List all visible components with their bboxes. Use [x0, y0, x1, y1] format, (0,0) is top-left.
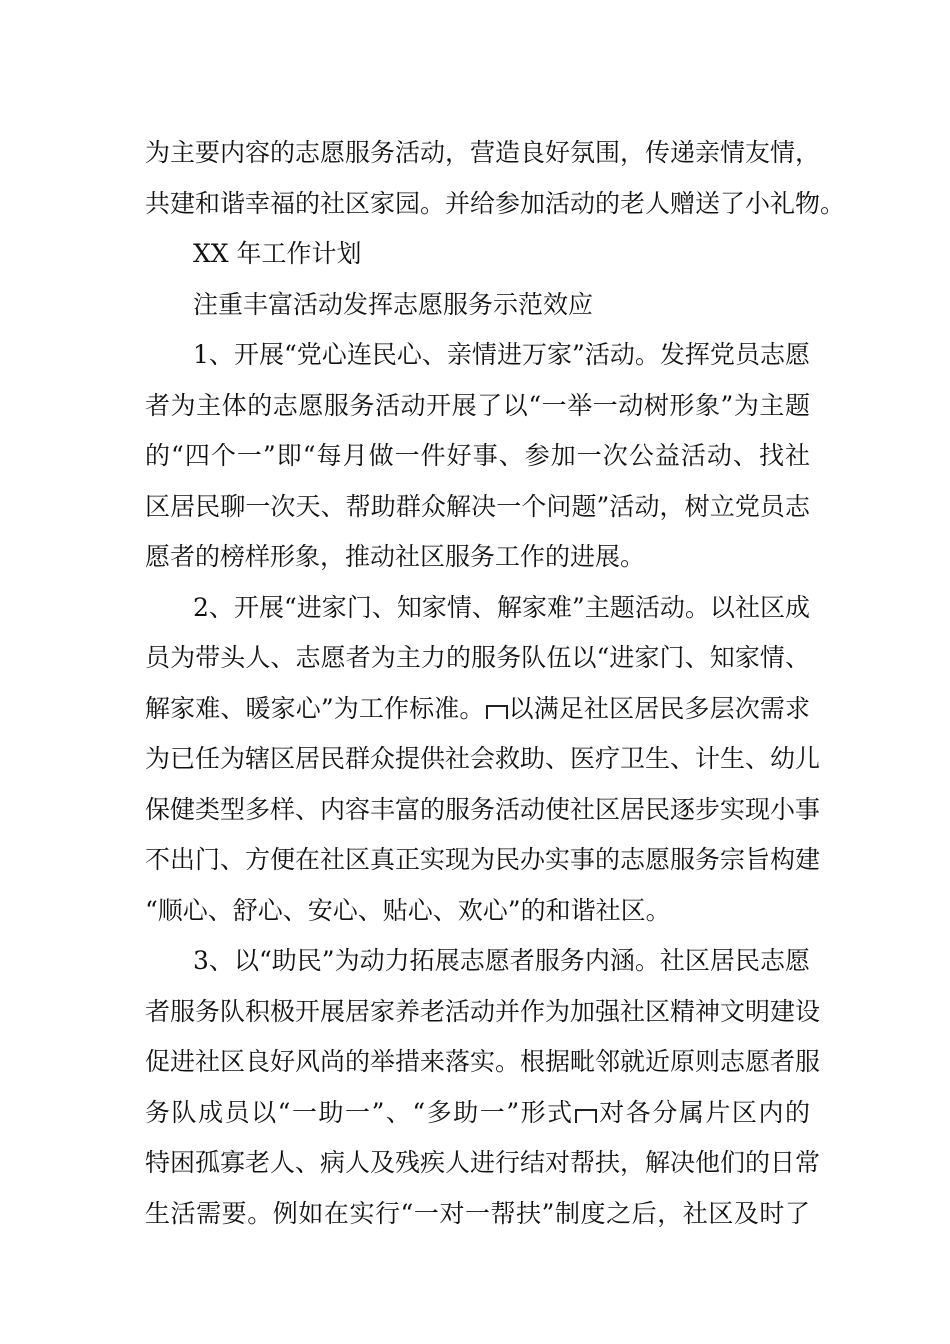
text-line: 共建和谐幸福的社区家园。并给参加活动的老人赠送了小礼物。: [145, 188, 846, 218]
text-line: 3、以“助民”为动力拓展志愿者服务内涵。社区居民志愿: [193, 946, 810, 975]
list-item-1: [145, 330, 810, 583]
text-segment: 对各分属片区内的: [597, 1097, 810, 1127]
list-item-2: [145, 583, 821, 937]
text-segment: 解家难、暖家心”为工作标准。: [145, 693, 485, 723]
list-item-3: [145, 936, 821, 1239]
text-line: 不出门、方便在社区真正实现为民办实事的志愿服务宗旨构建: [145, 845, 821, 874]
text-line: 2、开展“进家门、知家情、解家难”主题活动。以社区成: [193, 592, 810, 622]
text-segment: 以满足社区居民多层次需求: [508, 693, 810, 723]
text-line: 者为主体的志愿服务活动开展了以“一举一动树形象”为主题: [145, 390, 810, 420]
text-line: “顺心、舒心、安心、贴心、欢心”的和谐社区。: [145, 895, 671, 925]
text-line: 的“四个一”即“每月做一件好事、参加一次公益活动、找社: [145, 441, 810, 470]
text-line: 者服务队积极开展居家养老活动并作为加强社区精神文明建设: [145, 996, 821, 1026]
text-line: 保健类型多样、内容丰富的服务活动使社区居民逐步实现小事: [145, 794, 821, 824]
text-line: 为已任为辖区居民群众提供社会救助、医疗卫生、计生、幼儿: [145, 744, 821, 773]
text-line: 为主要内容的志愿服务活动，营造良好氛围，传递亲情友情，: [145, 138, 821, 167]
text-line: 特困孤寡老人、病人及残疾人进行结对帮扶，解决他们的日常: [145, 1148, 821, 1177]
text-line: 愿者的榜样形象，推动社区服务工作的进展。: [145, 542, 646, 571]
section-heading: XX 年工作计划: [193, 239, 362, 268]
text-line-with-mark: [145, 684, 810, 735]
text-line: 生活需要。例如在实行“一对一帮扶”制度之后，社区及时了: [145, 1198, 810, 1228]
document-body: [145, 128, 846, 1239]
bracket-mark-icon: [575, 1109, 597, 1123]
text-line: 1、开展“党心连民心、亲情进万家”活动。发挥党员志愿: [193, 340, 810, 369]
text-line: 员为带头人、志愿者为主力的服务队伍以“进家门、知家情、: [145, 643, 810, 672]
bracket-mark-icon: [486, 705, 508, 719]
text-segment: 务队成员以“一助一”、“多助一”形式: [145, 1097, 574, 1127]
text-line-with-mark: [145, 1088, 810, 1139]
text-line: 促进社区良好风尚的举措来落实。根据毗邻就近原则志愿者服: [145, 1047, 821, 1076]
section-subtitle: 注重丰富活动发挥志愿服务示范效应: [193, 289, 594, 319]
text-line: 区居民聊一次天、帮助群众解决一个问题”活动，树立党员志: [145, 491, 810, 521]
paragraph-intro: [145, 128, 846, 229]
